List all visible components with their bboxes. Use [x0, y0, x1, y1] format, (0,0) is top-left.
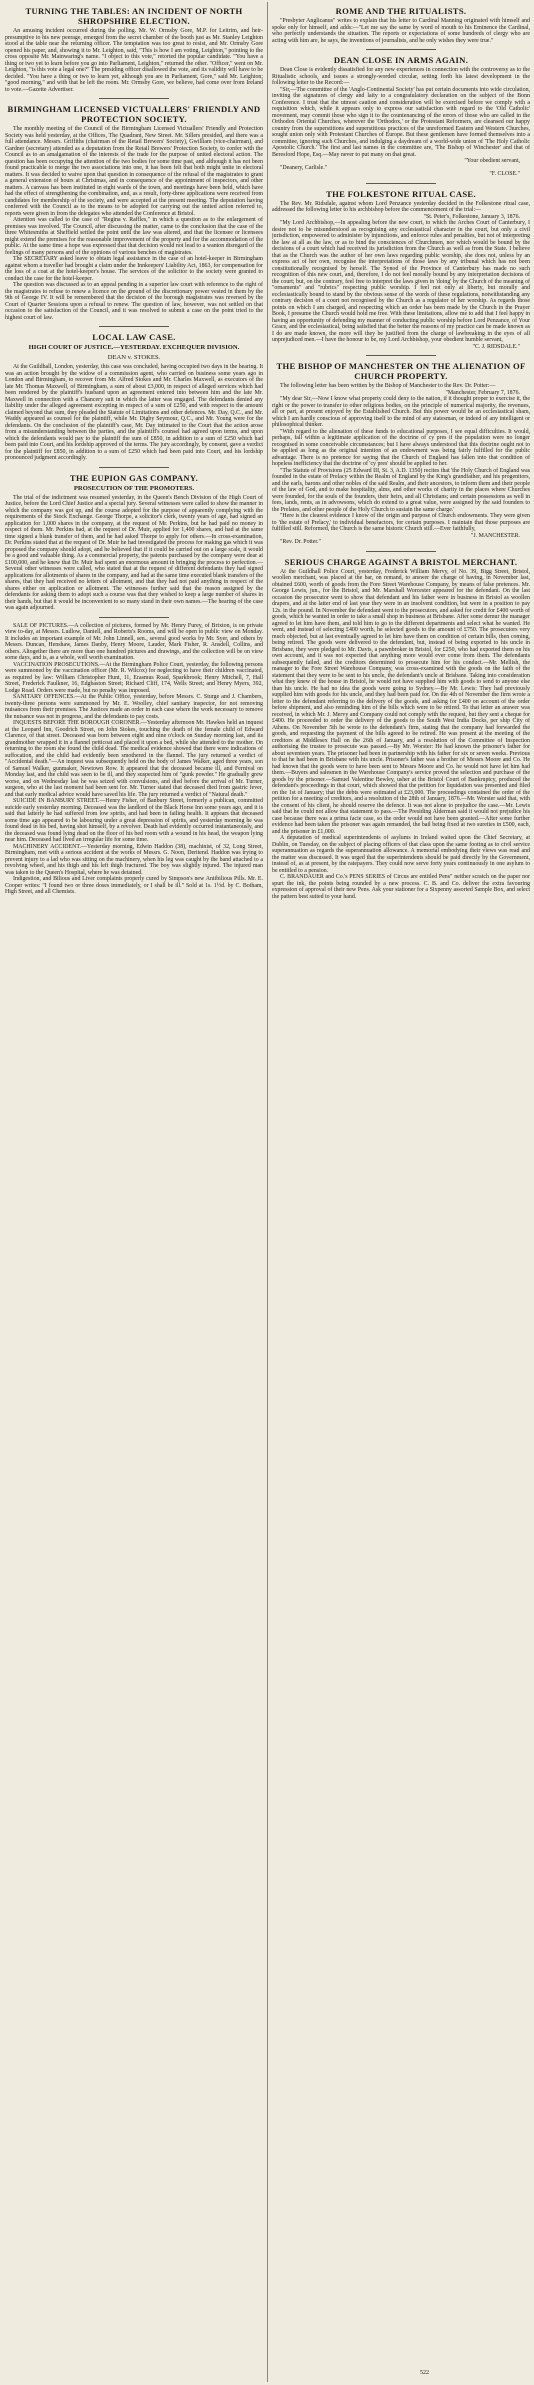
article-paragraph: "My Lord Archbishop,—In appealing before the new court, to which the Arches Court of Canterbury, I desire not to be misunderstood as recognising any ecclesiastical character in the court, but only a civil jurisdiction, empowered to administer by injunctions, and enforce rules and penalties, but not of interpreting the law at all as the law, or as to bind the consciences of Churchmen, nor which would be bound by the decisions of a court which had received its jurisdiction from the Church as well as from the State. I believe that as the Church was the author of her own laws regarding public worship, she does not, unless by an express act of her own, recognise the interpretations of those laws by any tribunal which has not been constitutionally recognised by herself. The Synod of the Province of Canterbury has made no such recognition of this new court, and, therefore, I do not feel morally bound by any interpretation decisions of the court; but, on the contrary, feel free to interpret the laws given in 'doing' by the Church of the meaning of "ornaments" and "rubrics" respecting public worship. I feel not only at liberty, but morally and ecclesiastically bound to stand by the obvious sense of the words of these regulations, notwithstanding any contrary decision of a court not recognised by the Church as a regulator of her worship. As regards those points on which I am charged, and respecting which an order has been made by the Church in the Prayer Book, I presume the Church would hold me free. With these limitations, allow me to add that I feel happy in having an opportunity of defending my manner of conducting public worship before Lord Penzance, of Your Grace, and the ecclesiastical, being satisfied that the better the reasons of my practice can be made known as I do are made known, the more will they be justified from the charge of lawbreaking in the eyes of all unprejudiced men.—I have the honour to be, my Lord Archbishop, your obedient humble servant, — [272, 220, 530, 343]
article-paragraph: The trial of the indictment was resumed yesterday, in the Queen's Bench Division of the High Court of Justice, before the Lord Chief Justice and a special jury. Several witnesses were called to show the manner in which the company was got up, and the course adopted for the purpose of apparently complying with the requirements of the Stock Exchange. George Thorpe, a solicitor's clerk, twenty years of age, had signed an application for 1,000 shares in the company, at the request of Mr. Perkins, but he had paid no money in respect of them. Mr. Perkins had, at the request of Dr. Muir, applied for 1,400 shares, and had at the same time signed a blank transfer of them, and he had asked Thorpe to apply for others.—In cross-examination, Dr. Perkins stated that at the request of Dr. Muir he had investigated the process for making gas which it was proposed the company should adopt, and he believed that if it could be carried out on a large scale, it would be a good and valuable thing. As a commercial property, the patents purchased by the company were dear at £100,000, and he knew that Dr. Muir had spent an enormous amount in bringing the process to perfection.—Several other witnesses were called, who stated that at the request of different defendants they had signed applications for allotments of shares in the company, and had at the same time executed blank transfers of the shares, that they had received no letters of allotment, and that they had not paid anything in respect of the shares either on application or allotment. The witnesses further said that the reason assigned by the defendants for asking them to adopt such a course was that they wished to keep a large number of shares in their hands, but that it would be inconvenient to so many stand in their own names.—The hearing of the case was again adjourned. — [5, 494, 263, 611]
letter-dateline: "Manchester, February 7, 1876. — [445, 389, 520, 396]
letter-address: "Deanery, Carlisle." — [280, 164, 328, 171]
article-bishop-manchester — [272, 361, 530, 546]
article-paragraph: The monthly meeting of the Council of the Birmingham Licensed Victuallers' Friendly and Protection Society was held yesterday, at the Offices, The Quadrant, New Street. Mr. Sillers presided, and there was a full attendance. Messrs. Griffiths (chairman of the Retail Brewers' Society), Gwilliam (vice-chairman), and Gardner (secretary) attended as a deputation from the Retail Brewers' Protection Society, to confer with the Council as to an amalgamation of the interests of the trade for the purpose of united electoral action. The question has been occupying the attention of the two bodies for some time past, and although it has not been found practicable to merge the two associations into one, it has been felt that both might unite in electoral matters. It was decided to waive upon that question in consequence of the refusal of the magistrates to grant a general extension of hours at Christmas, and in consequence of the appointment of inspectors, and other matters. A canvass has been instituted in eight wards of the town, and meetings have been held, which have had the effect of strengthening the combination, and, as a result, forty-three applications were received from candidates for membership of the society, and were accepted at the present meeting. The deputation having conferred with the Council as to the means to be adopted for carrying out the united action referred to, reports were given in from the delegates who attended the Conference at Bristol. — [5, 126, 263, 217]
article-separator — [366, 49, 436, 50]
article-paragraph: At the Guildhall Police Court, yesterday, Frederick William Mervy, of No. 39, Bigg Street, Bristol, woollen merchant, was placed at the bar, on remand, to answer the charge of having, in November last, obtained £600, worth of goods from the Fore Street Warehouse Company, by means of false pretences. Mr. George Lewis, jun., for the Bristol, and Mr. Marshall Worcester appeared for the defendant. On the last occasion the prosecutor went to show that defendant and his father were in business in Bristol as woollen drapers, and at the latter end of last year they were in an insolvent condition, but were in a position to pay 12s. in the pound. In November the defendant went to the prosecutors, and asked for credit for £400 worth of goods, which he wanted in order to take a small shop in business at Brisbane. After some demur the manager agreed to let him have them, and told him to go to the different departments and select what he wanted. He went, and instead of selecting £400 worth, he selected goods to the amount of £750. The prosecutors very much objected, but at last eventually agreed to let him have them on condition of certain bills, then coming, being retired. The goods were delivered to the defendant, but, instead of being exported to his uncle in Brisbane, they were pledged to Mr. Davis, a pawnbroker in Bristol, for £250, who had exported them on his own account, and it was not expected that anything more would ever come from them. The defendants subsequently failed, and the creditors determined to prosecute him for his conduct.—Mr. Mellish, the manager to the Fore Street Warehouse Company, was cross-examined with the goods on the faith of the statement that they were to be sent to his uncle, the defendant's uncle at Brisbane. Taking into consideration what they knew of the house in Bristol, he would not have supplied him with goods to send to anyone else than his uncle. He had no idea the goods were going to Sydney.—By Mr. Lewis: They had previously supplied him with goods for his uncle, and they had been paid for. On the 4th of November the firm wrote a letter to the defendant referring to the delivery of the goods, and asking for £400 on account of the order before shipment, and also reminding him of the bills which were to be retired. To that letter an answer was received, in which Mr. J. Mervy and Company could not comply with the request, but they sent a cheque for £400. He proceeded to order the delivery of the goods to the South West India Docks, per ship City of Athens. On November 5th he wrote to the defendant's firm, stating that the company had forwarded the goods, and requesting the payment of the bills agreed to be retired. He was present at the meeting of the creditors at Middlesex Hall on the 26th of January, and a resolution of the Committee of Inspection authorising the trustee to prosecute was passed.—By Mr. Worster: He had known the prisoner's father for about seventeen years. The prisoner had been in partnership with his father for six or seven weeks. Previous to that he had been in Brisbane with his uncle. Prisoner's father was a brother of Messrs Moore and Co. He had known that the goods were to have been sent to Messrs Moore and Co. he would not have let him had them.—Buyers and salesmen in the Warehouse Company's service proved the selection and purchase of the goods by the prisoner.—Samuel Valentine Bewley, usher at the Bristol Court of Bankruptcy, produced the defendant's proceedings in that court, which showed that the petition for liquidation was presented and filed on the 1st of January; that the debts were estimated at £23,000. The proceedings contained the order of the petition for a meeting of creditors, and a resolution of the 28th of January, 1876.—Mr. Worster said that, with the consent of his client, he should reserve the defence. It was not alone to prejudice the case.—Mr. Lewis said that he could not allow that statement to pass.—The Presiding Alderman said it would not prejudice his case because there was a prima facie case, so the order would not have been granted.—After some further evidence had been taken the prisoner was again remanded, the bail being fixed at two sureties in £500, each, and the prisoner in £1,000. — [272, 568, 530, 835]
letter-closing: "Your obedient servant, — [464, 158, 520, 164]
article-turning-the-tables — [5, 6, 263, 93]
article-paragraph: "Presbyter Anglicanus" writes to explain that his letter to Cardinal Manning originated with himself and spoke only for himself, and adds:—"Let me say the same by word of mouth to his Eminence the Cardinal, who perfectly understands the situation. The reports or expectations of some hundreds of clergy who are acting with him are, he says, the inventions of journalists, and he only wishes they were true." — [272, 18, 530, 44]
article-headline: THE FOLKESTONE RITUAL CASE. — [326, 188, 476, 199]
letter-addressee: "Rev. Dr. Potter." — [280, 539, 321, 545]
article-headline: BIRMINGHAM LICENSED VICTUALLERS' FRIENDLY AND PROTECTION SOCIETY. — [7, 104, 261, 124]
article-headline: THE EUPION GAS COMPANY. — [69, 472, 199, 483]
letter-signature: "F. CLOSE." — [489, 171, 520, 177]
article-paragraph: "The Statute of Provisions (25 Edward III, St. 3, A.D. 1350) recites that 'the Holy Church of England was founded in the estate of Prelacy within the Realm of England by the King's grandfather, and his progenitors, and the earls, barons and other nobles of the said Realm, and their ancestors, to inform them and their people of the law of God, and to make hospitality, alms, and other works of charity in the places where Churches were founded, for the souls of the founders, their heirs, and all Christians; and certain possessions as well in fees, lands, rents, as in advowsons, which do extend to a great value, were assigned by the said founders to the Prelates, and other people of the Holy Church to sustain the same charge.' — [272, 467, 530, 513]
article-folkestone-ritual — [272, 189, 530, 351]
article-separator — [99, 467, 169, 468]
article-eupion-gas — [5, 473, 263, 612]
news-item: A deputation of medical superintendents of asylums in Ireland waited upon the Chief Secretary, at Dublin, on Tuesday, on the subject of placing officers of that class upon the same footing as to civil service superannuation as regards the superannuation allowance. A memorial embodying their views was read and the matter was discussed. It was urged that the superintendents should be paid directly by the Government, instead of, as at present, by the ratepayers. They could now serve forty years continuously in one asylum to be entitled to a pension. — [272, 835, 530, 874]
article-paragraph: The following letter has been written by the Bishop of Manchester to the Rev. Dr. Potter:— — [280, 383, 496, 389]
letter-dateline: "St. Peter's, Folkestone, January 3, 1876. — [423, 213, 520, 220]
letter-signature: "J. MANCHESTER. — [470, 532, 520, 539]
advertisement: Indigestion, and Bilious and Liver complaints properly cured by Simpson's new Antibilious Pills. Mr. E. Cooper writes: "I found two or three doses immediately, or I shall be ill." Sold at 1s. 1½d. by C. Botham, High Street, and all Chemists. — [5, 876, 263, 895]
news-item: SUICIDE IN BANBURY STREET.—Henry Fisher, of Banbury Street, formerly a publican, committed suicide early yesterday morning. Deceased was the landlord of the Black Horse Inn some years ago, and it is said that latterly he had suffered from low spirits, and had been in failing health. It appears that deceased some time ago appeared to be labouring under a great depression of spirits, and yesterday morning he was found dead in his bed, having shot himself, by a revolver. Death had evidently occurred instantaneously, and the deceased was found lying dead on the floor of his bed room with a wound in his head, the weapon lying near him. Deceased had lived an irregular life for some time. — [5, 798, 263, 843]
article-local-law-case — [5, 332, 263, 462]
article-paragraph: At the Guildhall, London, yesterday, this case was concluded, having occupied two days in the hearing. It was an action brought by the widow of a commission agent, who carried on business some years ago in London and Birmingham, to recover from Mr. Alfred Stokes and Mr. Charles Maxwell, as executors of the late Mr. Thomas Maxwell, of Birmingham, a sum of about £3,000, in respect of alleged services which had been rendered by the plaintiff's husband upon an agreement entered into between him and the late Mr. Maxwell in connection with a Chancery suit in which the latter was engaged. The defendants denied any liability under the alleged agreement excepting in respect of a sum of £250, and with respect to the amount claimed beyond that sum, they pleaded the Statute of Limitations and other defences. Mr. Day, Q.C., and Mr. Waddy appeared as counsel for the plaintiff, while Mr. Digby Seymour, Q.C., and Mr. Young were for the defendants. On the conclusion of the plaintiff's case, Mr. Day intimated to the Court that the action arose from a misunderstanding between the parties, and the plaintiff's counsel had agreed upon terms, and upon which the defendants would pay to the plaintiff the sum of £850, in addition to a sum of £250 which had been paid into Court, and his lordship approved of the terms. The jury accordingly, by consent, gave a verdict for the plaintiff for £850, in addition to a sum of £250 which had been paid into Court, and his lordship pronounced judgment accordingly. — [5, 364, 263, 461]
article-headline: SERIOUS CHARGE AGAINST A BRISTOL MERCHANT. — [284, 556, 518, 567]
article-separator — [99, 98, 169, 99]
article-headline: ROME AND THE RITUALISTS. — [335, 6, 467, 16]
article-separator — [99, 326, 169, 327]
article-subheadline: PROSECUTION OF THE PROMOTERS. — [73, 484, 195, 492]
article-paragraph: An amusing incident occurred during the polling. Mr. W. Ormsby Gore, M.P. for Leitrim, and heir-presumptive to his new peerage, emerged from the secret chamber of the booth just as Mr. Stanley Leighton stood at the table near the returning officer. The temptation was too great to resist, and Mr. Ormsby Gore opened his paper, and, showing it to Mr. Leighton, said, "This is how I am voting, Leighton," pointing to the cross opposite Mr. Mainwaring's name. "I object to this vote," retorted the popular candidate. "You have a thing or two yet to learn before you go into Parliament, Leighton," returned the other. "Officer," went on Mr. Leighton, "is this vote a legal one?" The presiding officer disallowed the vote, and its validity will have to be decided. "You have a thing or two to learn yet, although you are in Parliament, Gore," said Mr. Leighton; "good morning," and with that he left the room. Mr. Ormsby Gore, we believe, had come over from Ireland to vote.—Gazette Advertiser. — [5, 28, 263, 93]
article-paragraph: Dean Close is evidently dissatisfied for any new experiences in connection with the controversy as to the Ritualistic schools, and issues a strongly-worded circular, setting forth his latest development in the following letter to the Record:— — [272, 67, 530, 86]
article-dean-close — [272, 55, 530, 178]
article-separator — [366, 551, 436, 552]
article-separator — [366, 355, 436, 356]
article-paragraph: The question was discussed as to an appeal pending in a superior law court with reference to the right of the magistrates to refuse to renew a licence on the ground of the discretionary power vested in them by the 9th of George IV. It will be remembered that the decision of the borough magistrates was reversed by the Court of Quarter Sessions upon a refusal to renew. The question of law, however, was not settled on that occasion to the satisfaction of the Council, and it was resolved to submit a case on the point tried to the highest court of law. — [5, 282, 263, 321]
page-number: 522 — [420, 2370, 429, 2376]
case-title: DEAN v. STOKES. — [107, 354, 161, 361]
news-item: VACCINATION PROSECUTIONS.—At the Birmingham Police Court, yesterday, the following persons were summoned by the vaccination officer (Mr. R. Wilcox) for neglecting to have their children vaccinated, as required by law: William Christopher Hunt, 11, Erasmus Road, Sparkbrook; Henry Mitchell, 7, Hall Street, Frederick Faulkner, 16, Edgbaston Street; Richard Cliff, 174, Wells Street; and Henry Myers, 392, Lodge Road. Orders were made, but no penalty was imposed. — [5, 661, 263, 694]
news-item: SALE OF PICTURES.—A collection of pictures, formed by Mr. Henry Furey, of Brixton, is on private view to-day, at Messrs. Ludlow, Daniell, and Roberts's Rooms, and will be open to public view on Monday. It includes an important example of Mr. John Linnell, sen., several good works by Mr. Syer, and others by Messrs. Duncan, Henshaw, James Danby, Henry Moore, Lauder, Mark Fisher, R. Ansdell, Collins, and others. Altogether there are more than one hundred pictures and drawings, and the collection will be on view some days, and is, as a whole, well worth examination. — [5, 622, 263, 661]
news-item: MACHINERY ACCIDENT.—Yesterday morning, Edwin Haddon (38), machinist, of 32, Long Street, Birmingham, met with a serious accident at the works of Messrs. G. Noon, Deritend. Haddon was trying to prevent injury to a lad who was sitting on the machinery, when his leg was caught by the band attached to a revolving wheel, and his thigh and his left thigh fractured. The boy was slightly injured. The injured man was taken to the Queen's Hospital, where he was detained. — [5, 843, 263, 876]
local-news-items — [5, 623, 263, 896]
article-subheadline: HIGH COURT OF JUSTICE.—YESTERDAY. EXCHEQUER DIVISION. — [28, 344, 240, 351]
article-headline: DEAN CLOSE IN ARMS AGAIN. — [333, 55, 469, 65]
article-headline: THE BISHOP OF MANCHESTER ON THE ALIENATION OF CHURCH PROPERTY. — [276, 361, 526, 381]
article-paragraph: "My dear Sir,—Now I know what property could deny to the nation, if it thought proper to exercise it, the right or the power to transfer to other religious bodies, on the principle of numerical majority, the revenues, all or part, at present enjoyed by the Established Church. But this power would be an ecclesiastical sham, which I am hardly conscious of approving itself to the mind of any statesman, or indeed of any intelligent or philosophical thinker. — [272, 396, 530, 428]
letter-signature: "C. J. RIDSDALE." — [472, 343, 520, 350]
article-paragraph: The SECRETARY asked leave to obtain legal assistance in the case of an hotel-keeper in Birmingham against whom a traveller had brought a claim under the Innkeepers' Liability Act, 1863, for compensation for the loss of a coat at the hotel-keeper's house. The services of the solicitor to the society were granted to conduct the case for the hotel-keeper. — [5, 256, 263, 282]
article-paragraph: "With regard to the alienation of these funds to educational purposes, I see equal difficulties. It would, perhaps, fall within a legitimate application of the doctrine of cy pres if the population were no longer recognised in some conceivable circumstances; but I have always understood that this doctrine ought not to be applied as long as the original intention of an endowment was being fairly fulfilled for the public advantage. There is no pretence for saying that the Church of England has fallen into that condition of hopeless inefficiency that the doctrine of 'cy pres' should be applied to her. — [272, 428, 530, 467]
article-bristol-merchant — [272, 557, 530, 901]
article-paragraph: "Sir,—The committee of the 'Anglo-Continental Society' has put certain documents into wide circulation, inviting the signatures of clergy and laity to a congratulatory declaration on the subject of the Bonn Conference. I trust that the utmost caution and consideration will be exercised before we comply with a requisition which, while it appears only to express our satisfaction with regard to the 'Old Catholic' movement, may commit those who sign it to the countenancing of the errors of those who are called in the Orthodox Oriental Churches, wherever the 'Orthodox,' or the Protestant Reformers, are cleansed our happy country from the superstitions and superstitious practices of the unreformed Eastern and Western Churches, sought union only with Protestant Churches of Europe. But these gentlemen have formed themselves into a committee, ignoring such Churches, and indulging a daydream of a world-wide union of 'The Holy Catholic Apostolic Church.' The first and last names in the committee are, 'The Bishop of Winchester' and that of Beresford Hope, Esq.—May never to put many on that great. — [272, 86, 530, 158]
column-rule — [267, 2, 268, 2382]
article-paragraph: The Rev. Mr. Ridsdale, against whom Lord Penzance yesterday decided in the Folkestone ritual case, addressed the following letter to his archbishop before the commencement of the trial:— — [272, 200, 530, 213]
advertisement: C. BRANDAUER and Co.'s PENS SERIES of Circus are entitled Pens" neither scratch on the paper nor spurt the ink, the points being rounded by a new process. C. B. and Co. deliver the extra favouring expression of approval of their new Pens. Ask your stationer for a Sixpenny assorted Sample Box, and select the pattern best suited to your hand. — [272, 874, 530, 900]
article-headline: LOCAL LAW CASE. — [92, 332, 176, 342]
article-separator — [366, 183, 436, 184]
article-licensed-victuallers — [5, 104, 263, 321]
left-column — [5, 4, 263, 2380]
article-headline: TURNING THE TABLES: AN INCIDENT OF NORTH SHROPSHIRE ELECTION. — [25, 6, 243, 26]
article-paragraph: "Here is the clearest evidence I know of the origin and purpose of Church endowments. They were given to 'the estate of Prelacy,' to individual benefactors, for certain purposes. I maintain that those purposes are fulfilled still. Reformed, the Church is the same historic Church still.—Ever faithfully, — [272, 513, 530, 532]
article-rome-ritualists — [272, 6, 530, 44]
news-item: INQUESTS BEFORE THE BOROUGH CORONER.—Yesterday afternoon Mr. Hawkes held an inquest at the Leopard Inn, Goodrich Street, on John Stokes, touching the death of the female child of Edward Clarence, of that street. Deceased was born between eight and nine o'clock on Sunday morning last, and its grandmother wrapped it in a flannel petticoat and placed it upon a bed, while she attended to the mother. On returning to the room she found the child dead. The medical evidence showed that there were indications of suffocation, and the child had evidently been smothered in the flannel. The jury returned a verdict of "Accidental death."—An inquest was subsequently held on the body of James Walker, aged three years, son of Samuel Walker, gunmaker, Newtown Row. It appeared that the deceased became ill, and Fernival on Monday last, and the child was seen to be ill, and they suspected him of "gunk powder." He gradually grew worse, and on Wednesday last he was seized with convulsions, and died before the arrival of Mr. Turner, surgeon, who at the last moment had been sent for. Mr. Turner stated that deceased died from gastric fever, and that early medical advice would have saved his life. The jury returned a verdict of "Natural death." — [5, 720, 263, 798]
article-paragraph: Attention was called to the case of "Regina v. Raffles," in which a question as to the enlargement of premises was involved. The Council, after discussing the matter, came to the conclusion that the case of the three Whitesmiths at Sheffield settled the point until the law was altered, and that the licensee or licensees might extend the premises for the reasonable improvement of the property and for the accommodation of the public. At the same time a hope was expressed that that decision would not lead to a wanton disregard of the feelings of many persons and of the opinions of various benches of magistrates. — [5, 217, 263, 256]
article-separator — [99, 617, 169, 618]
right-column — [272, 4, 530, 2380]
news-item: SANITARY OFFENCES.—At the Public Office, yesterday, before Messrs. C. Sturge and J. Chambers, twenty-three persons were summoned by Mr. E. Woolley, chief sanitary inspector, for not removing nuisances from their premises. The Justices made an order in each case where the work necessary to remove the nuisance was not in progress, and the defendants to pay costs. — [5, 694, 263, 720]
